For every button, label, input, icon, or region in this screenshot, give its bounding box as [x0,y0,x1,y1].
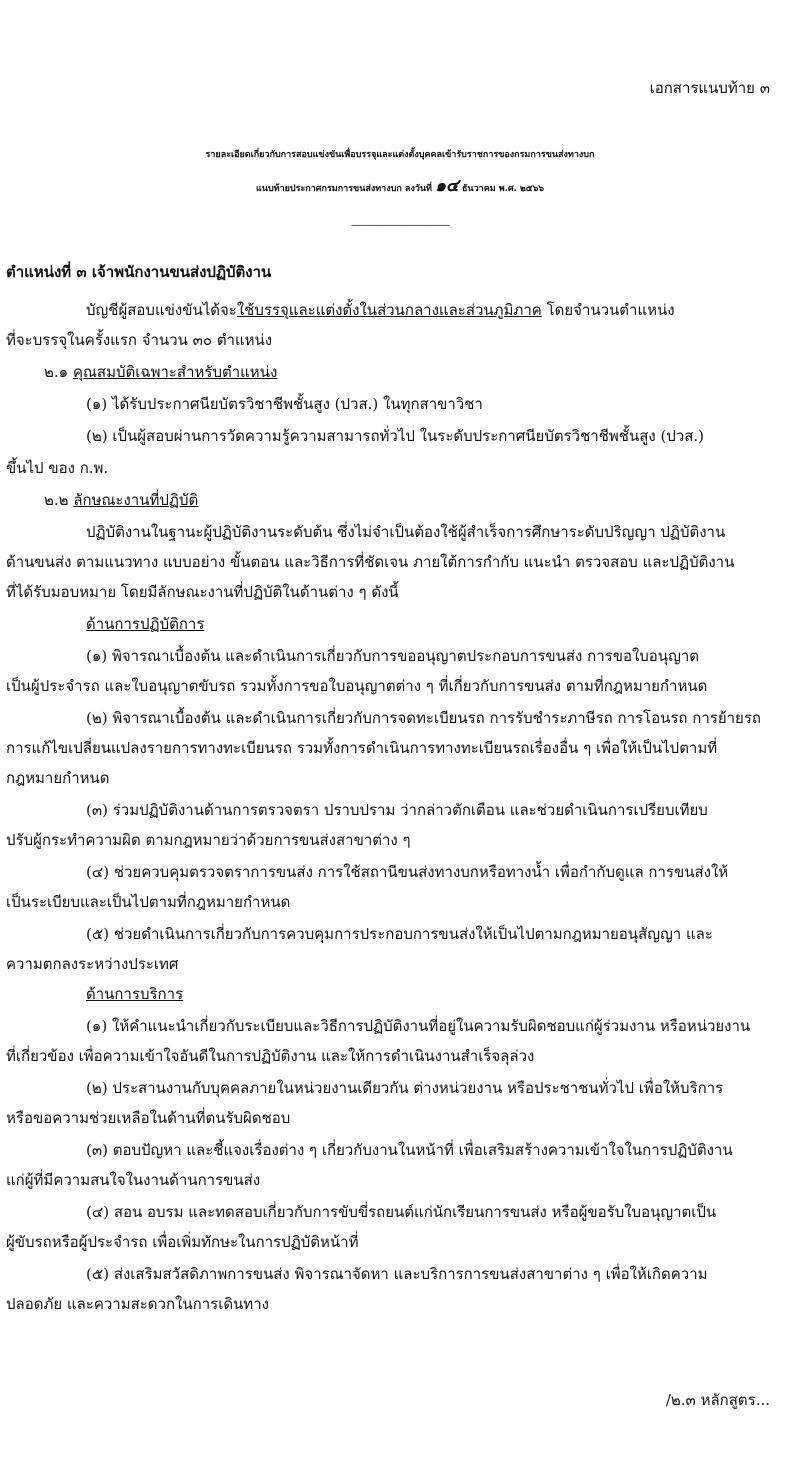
duty-para-line-3: ที่ได้รับมอบหมาย โดยมีลักษณะงานที่ปฏิบัติในด้านต่าง ๆ ดังนี้ [6,583,399,601]
svc-item-4-line-2: ผู้ขับรถหรือผู้ประจำรถ เพื่อเพิ่มทักษะในการปฏิบัติหน้าที่ [6,1233,359,1251]
section-number: ๒.๑ [44,363,69,381]
intro-text-end: โดยจำนวนตำแหน่ง [541,301,675,319]
svc-item-3-line-1: (๓) ตอบปัญหา และชี้แจงเรื่องต่าง ๆ เกี่ยวกับงานในหน้าที่ เพื่อเสริมสร้างความเข้าใจในการปฏิบัติงาน [86,1141,733,1159]
svc-item-5-line-2: ปลอดภัย และความสะดวกในการเดินทาง [6,1295,269,1313]
section-2-1-heading [44,362,277,382]
ops-item-5-line-1: (๕) ช่วยดำเนินการเกี่ยวกับการควบคุมการประกอบการขนส่งให้เป็นไปตามกฎหมายอนุสัญญา และ [86,925,713,943]
section-number: ๒.๒ [44,491,69,509]
ops-item-3-line-1: (๓) ร่วมปฏิบัติงานด้านการตรวจตรา ปราบปราม ว่ากล่าวตักเตือน และช่วยดำเนินการเปรียบเทียบ [86,801,708,819]
ops-item-1-line-2: เป็นผู้ประจำรถ และใบอนุญาตขับรถ รวมทั้งการขอใบอนุญาตต่าง ๆ ที่เกี่ยวกับการขนส่ง ตามที่กฎหมายกำหนด [6,677,708,695]
duty-para-line-1: ปฏิบัติงานในฐานะผู้ปฏิบัติงานระดับต้น ซึ่งไม่จำเป็นต้องใช้ผู้สำเร็จการศึกษาระดับปริญญา ปฏิบัติงาน [86,523,726,541]
continuation-note: /๒.๓ หลักสูตร... [665,1391,770,1409]
ops-item-2-line-3: กฎหมายกำหนด [6,769,110,787]
ops-item-5-line-2: ความตกลงระหว่างประเทศ [6,955,179,973]
duty-para-line-2: ด้านขนส่ง ตามแนวทาง แบบอย่าง ขั้นตอน และวิธีการที่ชัดเจน ภายใต้การกำกับ แนะนำ ตรวจสอบ และปฏิบัติงาน [6,553,735,571]
svc-item-4-line-1: (๔) สอน อบรม และทดสอบเกี่ยวกับการขับขี่รถยนต์แก่นักเรียนการขนส่ง หรือผู้ขอรับใบอนุญาตเป็น [86,1203,717,1221]
ops-item-2-line-1: (๒) พิจารณาเบื้องต้น และดำเนินการเกี่ยวกับการจดทะเบียนรถ การรับชำระภาษีรถ การโอนรถ การย้ายรถ [86,709,761,727]
operations-heading: ด้านการปฏิบัติการ [86,615,205,633]
svc-item-1-line-1: (๑) ให้คำแนะนำเกี่ยวกับระเบียบและวิธีการปฏิบัติงานที่อยู่ในความรับผิดชอบแก่ผู้ร่วมงาน หรือหน่วยงาน [86,1017,751,1035]
ops-item-4-line-1: (๔) ช่วยควบคุมตรวจตราการขนส่ง การใช้สถานีขนส่งทางบกหรือทางน้ำ เพื่อกำกับดูแล การขนส่งให้ [86,863,729,881]
intro-line-2: ที่จะบรรจุในครั้งแรก จำนวน ๓๐ ตำแหน่ง [6,331,273,349]
section-2-2-heading [44,490,198,510]
title-line-2 [0,176,800,199]
ops-item-1-line-1: (๑) พิจารณาเบื้องต้น และดำเนินการเกี่ยวกับการขออนุญาตประกอบการขนส่ง การขอใบอนุญาต [86,647,700,665]
intro-text: บัญชีผู้สอบแข่งขันได้จะ [86,301,237,319]
qual-item-1: (๑) ได้รับประกาศนียบัตรวิชาชีพชั้นสูง (ปวส.) ในทุกสาขาวิชา [86,395,483,413]
intro-underline-1: ใช้บรรจุและแต่งตั้งใน [236,301,378,319]
intro-line-1 [86,300,675,320]
section-title: ลักษณะงานที่ปฏิบัติ [73,491,199,509]
ops-item-3-line-2: ปรับผู้กระทำความผิด ตามกฎหมายว่าด้วยการขนส่งสาขาต่าง ๆ [6,831,411,849]
ops-item-4-line-2: เป็นระเบียบและเป็นไปตามที่กฎหมายกำหนด [6,893,291,911]
services-heading: ด้านการบริการ [86,985,184,1003]
svc-item-5-line-1: (๕) ส่งเสริมสวัสดิภาพการขนส่ง พิจารณาจัดหา และบริการการขนส่งสาขาต่าง ๆ เพื่อให้เกิดความ [86,1265,708,1283]
title-prefix: แนบท้ายประกาศกรมการขนส่งทางบก ลงวันที่ [255,184,432,194]
title-line-1: รายละเอียดเกี่ยวกับการสอบแข่งขันเพื่อบรรจุและแต่งตั้งบุคคลเข้ารับราชการของกรมการขนส่งทางบก [205,150,595,160]
annex-label: เอกสารแนบท้าย ๓ [649,79,770,97]
qual-item-2-line-2: ขึ้นไป ของ ก.พ. [6,459,109,477]
qual-item-2-line-1: (๒) เป็นผู้สอบผ่านการวัดความรู้ความสามารถทั่วไป ในระดับประกาศนียบัตรวิชาชีพชั้นสูง (ปวส.) [86,427,705,445]
position-heading: ตำแหน่งที่ ๓ เจ้าพนักงานขนส่งปฏิบัติงาน [6,263,272,281]
svc-item-2-line-2: หรือขอความช่วยเหลือในด้านที่ตนรับผิดชอบ [6,1109,291,1127]
handwritten-date: ๑๔ [435,176,459,196]
ops-item-2-line-2: การแก้ไขเปลี่ยนแปลงรายการทางทะเบียนรถ รวมทั้งการดำเนินการทางทะเบียนรถเรื่องอื่น ๆ เพื่อให้เป็นไปตามที่ [6,739,718,757]
svc-item-1-line-2: ที่เกี่ยวข้อง เพื่อความเข้าใจอันดีในการปฏิบัติงาน และให้การดำเนินงานสำเร็จลุล่วง [6,1047,535,1065]
svc-item-2-line-1: (๒) ประสานงานกับบุคคลภายในหน่วยงานเดียวกัน ต่างหน่วยงาน หรือประชาชนทั่วไป เพื่อให้บริการ [86,1079,724,1097]
svc-item-3-line-2: แก่ผู้ที่มีความสนใจในงานด้านการขนส่ง [6,1171,261,1189]
title-suffix: ธันวาคม พ.ศ. ๒๕๖๖ [461,184,544,194]
divider: ------------------------------------------------ [351,221,449,231]
intro-underline-2: ส่วนกลางและส่วนภูมิภาค [377,301,542,319]
section-title: คุณสมบัติเฉพาะสำหรับตำแหน่ง [72,363,278,381]
